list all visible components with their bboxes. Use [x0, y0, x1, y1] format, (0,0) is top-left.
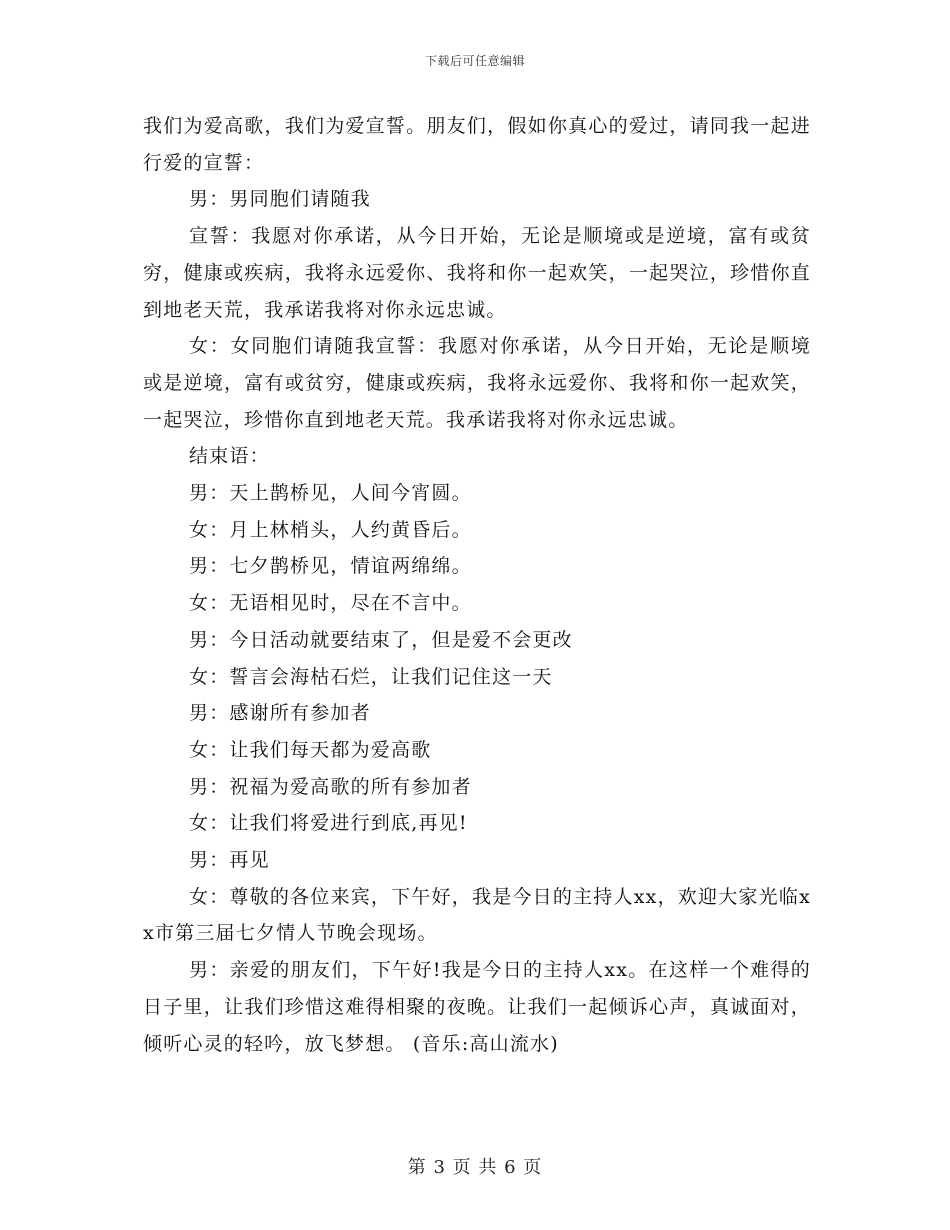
paragraph-8: 男：七夕鹊桥见，情谊两绵绵。: [189, 555, 472, 578]
paragraph-5: 结束语：: [189, 445, 270, 468]
page-number-footer: 第 3 页 共 6 页: [407, 1157, 543, 1178]
paragraph-9: 女：无语相见时，尽在不言中。: [189, 592, 472, 615]
paragraph-1: 我们为爱高歌，我们为爱宣誓。朋友们，假如你真心的爱过，请同我一起进行爱的宣誓：: [143, 115, 811, 174]
page-header: 下载后可任意编辑: [424, 54, 525, 68]
document-body: [143, 108, 811, 1062]
paragraph-15: 女：让我们将爱进行到底,再见!: [189, 812, 468, 835]
paragraph-4: 女：女同胞们请随我宣誓：我愿对你承诺，从今日开始，无论是顺境或是逆境，富有或贫穷，健康或疾病，我将永远爱你、我将和你一起欢笑，一起哭泣，珍惜你直到地老天荒。我承诺我将对你永远忠诚。: [143, 335, 811, 431]
paragraph-2: 男：男同胞们请随我: [189, 188, 371, 211]
paragraph-7: 女：月上林梢头，人约黄昏后。: [189, 518, 472, 541]
paragraph-6: 男：天上鹊桥见，人间今宵圆。: [189, 482, 472, 505]
paragraph-14: 男：祝福为爱高歌的所有参加者: [189, 775, 472, 798]
paragraph-18: 男：亲爱的朋友们，下午好!我是今日的主持人xx。在这样一个难得的日子里，让我们珍惜这难得相聚的夜晚。让我们一起倾诉心声，真诚面对，倾听心灵的轻吟，放飞梦想。 (音乐:高山流水): [143, 959, 811, 1055]
paragraph-3: 宣誓：我愿对你承诺，从今日开始，无论是顺境或是逆境，富有或贫穷，健康或疾病，我将永远爱你、我将和你一起欢笑，一起哭泣，珍惜你直到地老天荒，我承诺我将对你永远忠诚。: [143, 225, 811, 321]
paragraph-11: 女：誓言会海枯石烂，让我们记住这一天: [189, 665, 553, 688]
paragraph-16: 男：再见: [189, 849, 270, 872]
paragraph-10: 男：今日活动就要结束了，但是爱不会更改: [189, 628, 573, 651]
paragraph-13: 女：让我们每天都为爱高歌: [189, 738, 432, 761]
paragraph-12: 男：感谢所有参加者: [189, 702, 371, 725]
paragraph-17: 女：尊敬的各位来宾，下午好，我是今日的主持人xx，欢迎大家光临xx市第三届七夕情人节晚会现场。: [143, 885, 811, 945]
